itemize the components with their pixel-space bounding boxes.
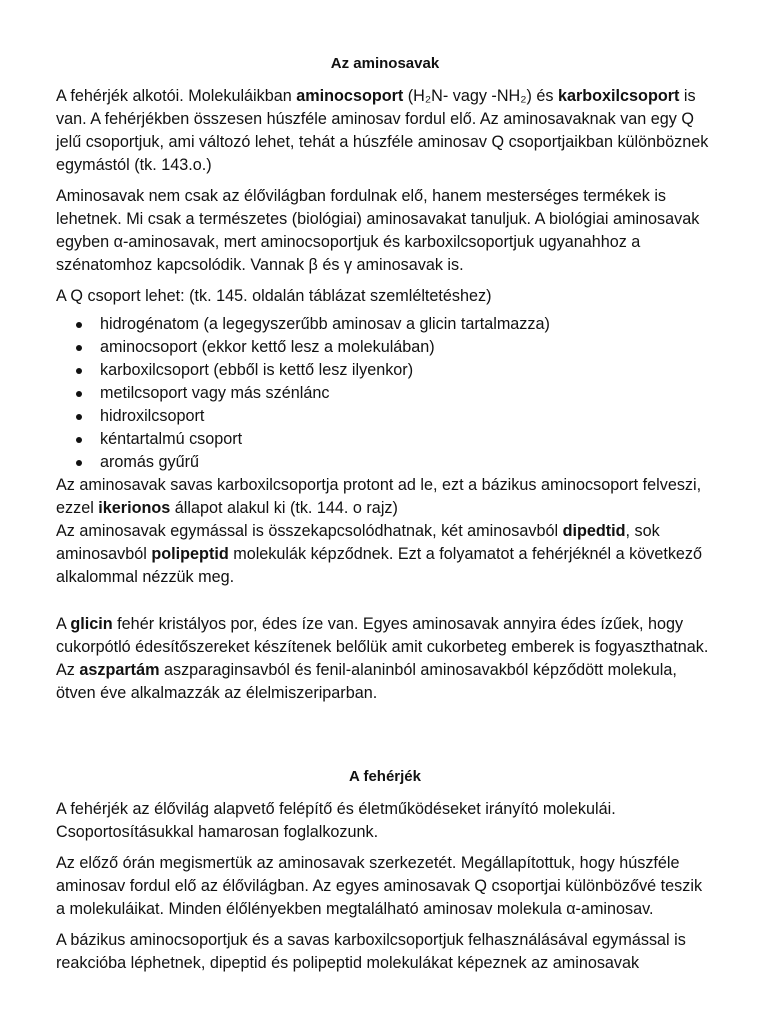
bold-term: aszpartám [79, 661, 160, 679]
list-item: metilcsoport vagy más szénlánc [56, 382, 714, 405]
list-item: aminocsoport (ekkor kettő lesz a molekulában) [56, 336, 714, 359]
text: A fehérjék alkotói. Molekuláikban [56, 87, 297, 105]
list-item: aromás gyűrű [56, 451, 714, 474]
section-title-aminosavak: Az aminosavak [330, 55, 440, 72]
text: Az aminosavak egymással is összekapcsolódhatnak, két aminosavból [56, 522, 563, 540]
paragraph-glycine [56, 613, 714, 705]
text: állapot alakul ki (tk. 144. o rajz) [170, 499, 398, 517]
document-body [56, 52, 714, 975]
text: (H₂N- vagy -NH₂) és [403, 87, 558, 105]
bold-term: karboxilcsoport [557, 87, 680, 105]
paragraph-reaction: A bázikus aminocsoportjuk és a savas karboxilcsoportjuk felhasználásával egymással is reakcióba léphetnek, dipeptid és polipeptid molekulákat képeznek az aminosavak [56, 931, 686, 972]
list-item: kéntartalmú csoport [56, 428, 714, 451]
paragraph-recap: Az előző órán megismertük az aminosavak szerkezetét. Megállapítottuk, hogy húszféle aminosav fordul elő az élővilágban. Az egyes aminosavak Q csoportjai különbözővé teszik a molekuláikat. Minden élőlényekben megtalálható aminosav molekula α-aminosav. [56, 854, 703, 918]
list-item: hidroxilcsoport [56, 405, 714, 428]
bold-term: dipedtid [562, 522, 626, 540]
paragraph-zwitterion [56, 474, 714, 520]
text: is van. A fehérjékben összesen húszféle aminosav fordul elő. Az aminosavaknak van egy Q jelű csoportjuk, ami változó lehet, tehát a húszféle aminosav Q csoportjaikban különböznek egymástól (tk. 143.o.) [56, 87, 709, 174]
text: A [56, 615, 71, 633]
paragraph-intro [56, 85, 714, 177]
text: Az aminosavak savas karboxilcsoportja protont ad le, ezt a bázikus aminocsoport felveszi, ezzel [56, 476, 702, 517]
text: , sok aminosavból [56, 522, 660, 563]
list-item: karboxilcsoport (ebből is kettő lesz ilyenkor) [56, 359, 714, 382]
bold-term: ikerionos [98, 499, 171, 517]
list-item: hidrogénatom (a legegyszerűbb aminosav a glicin tartalmazza) [56, 313, 714, 336]
paragraph-natural: Aminosavak nem csak az élővilágban fordulnak elő, hanem mesterséges termékek is lehetnek. Mi csak a természetes (biológiai) aminosavakat tanuljuk. A biológiai aminosavak egyben α-aminosavak, mert aminocsoportjuk és karboxilcsoportjuk ugyanahhoz a szénatomhoz kapcsolódik. Vannak β és γ aminosavak is. [56, 187, 700, 274]
bold-term: aminocsoport [296, 87, 404, 105]
paragraph-proteins-intro: A fehérjék az élővilág alapvető felépítő és életműködéseket irányító molekulái. Csoportosításukkal hamarosan foglalkozunk. [56, 800, 616, 841]
text: aszparaginsavból és fenil-alaninból aminosavakból képződött molekula, ötven éve alkalmazzák az élelmiszeriparban. [56, 661, 677, 702]
bold-term: glicin [70, 615, 113, 633]
text: fehér kristályos por, édes íze van. Egyes aminosavak annyira édes ízűek, hogy cukorpótló édesítőszereket készítenek belőlük amit cukorbeteg emberek is fogyaszthatnak. Az [56, 615, 709, 679]
paragraph-peptides [56, 520, 714, 589]
text: molekulák képződnek. Ezt a folyamatot a fehérjéknél a következő alkalommal nézzük meg. [56, 545, 703, 586]
section-title-feherjek: A fehérjék [349, 768, 421, 785]
bold-term: polipeptid [151, 545, 229, 563]
q-group-list [56, 313, 714, 474]
paragraph-q-group: A Q csoport lehet: (tk. 145. oldalán táblázat szemléltetéshez) [56, 287, 492, 305]
